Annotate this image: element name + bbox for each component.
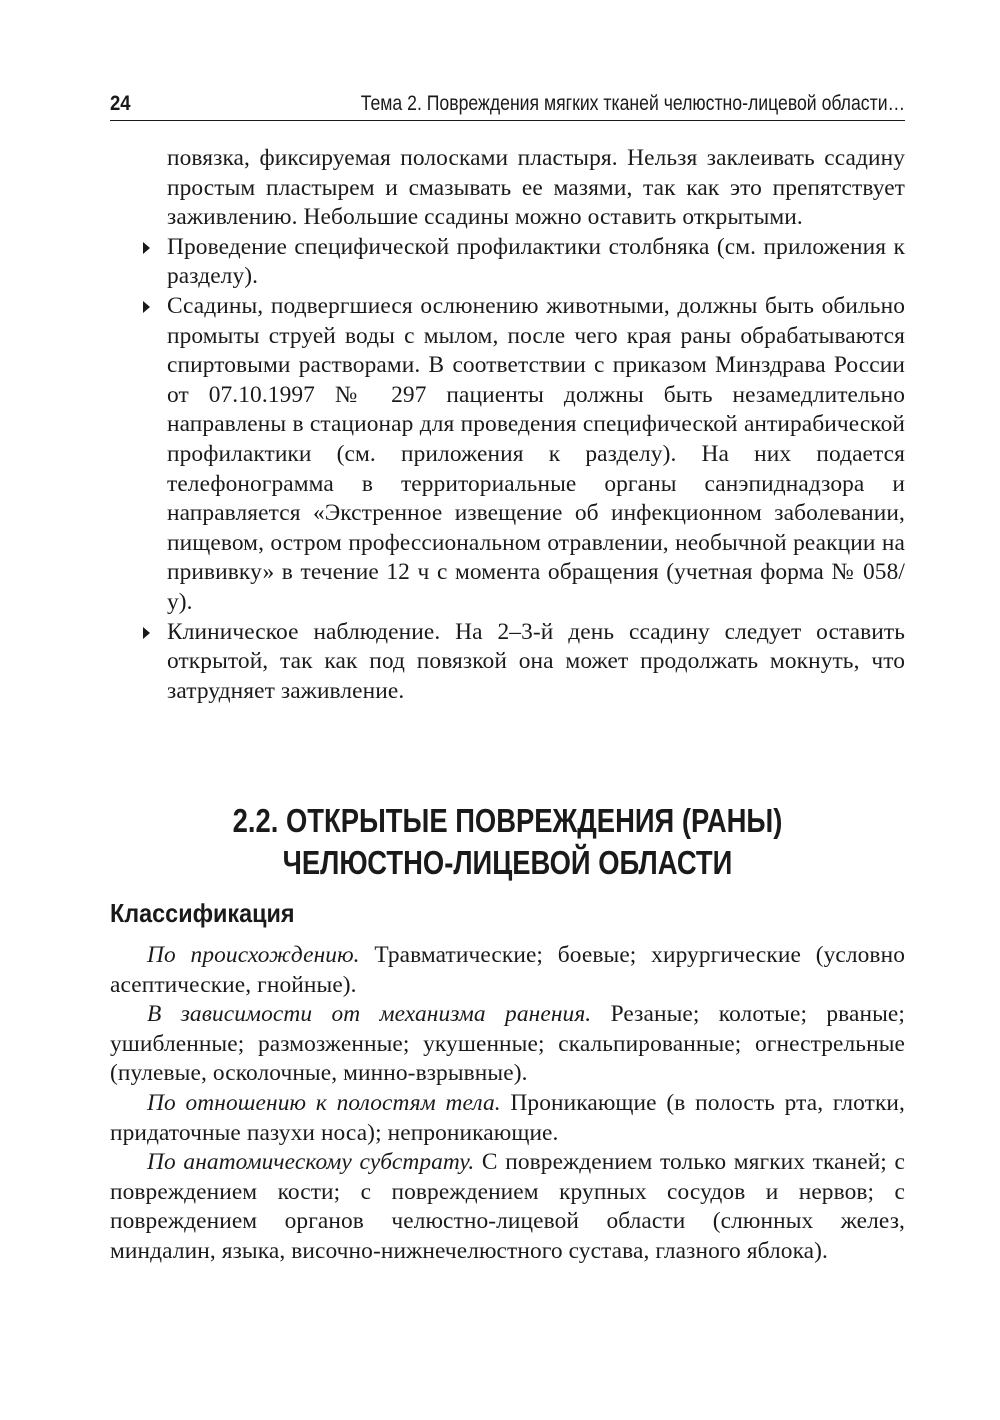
classification-label: По анатомическому субстрату. bbox=[147, 1149, 475, 1176]
list-item-text: Клиническое наблюдение. На 2–3-й день ссадину следует оставить открытой, так как под повязкой она может продолжать мокнуть, что затрудняет заживление. bbox=[167, 618, 905, 704]
classification-label: По происхождению. bbox=[147, 942, 360, 968]
classification-value: Резаные; колотые; рваные; ушибленные; размозженные; укушенные; скальпированные; огнестрельные (пулевые, осколочные, минно-взрывные). bbox=[110, 1001, 905, 1087]
classification-paragraph bbox=[110, 1000, 905, 1089]
triangle-bullet-icon bbox=[143, 301, 150, 313]
section-heading bbox=[110, 800, 905, 884]
list-item bbox=[110, 618, 905, 707]
list-item bbox=[110, 233, 905, 292]
page-number: 24 bbox=[110, 92, 131, 115]
main-text bbox=[110, 144, 905, 706]
continuation-paragraph: повязка, фиксируемая полосками пластыря. Нельзя заклеивать ссадину простым пластырем и смазывать ее мазями, так как это препятствует заживлению. Небольшие ссадины можно оставить открытыми. bbox=[167, 145, 905, 231]
classification-label: В зависимости от механизма ранения. bbox=[147, 1001, 592, 1028]
list-item-text: Проведение специфической профилактики столбняка (см. приложения к разделу). bbox=[167, 233, 905, 290]
list-item bbox=[110, 292, 905, 618]
classification-label: По отношению к полостям тела. bbox=[147, 1089, 501, 1116]
classification-paragraph bbox=[110, 1148, 905, 1266]
section-heading-line-2: ЧЕЛЮСТНО-ЛИЦЕВОЙ ОБЛАСТИ bbox=[282, 844, 733, 881]
classification-value: Травматические; боевые; хирургические (условно асептические, гнойные). bbox=[110, 942, 905, 998]
subheading: Классификация bbox=[110, 898, 295, 928]
classification-text bbox=[110, 941, 905, 1267]
chapter-title: Тема 2. Повреждения мягких тканей челюстно-лицевой области… bbox=[360, 92, 905, 115]
triangle-bullet-icon bbox=[143, 627, 150, 639]
list-item-text: Ссадины, подвергшиеся ослюнению животными, должны быть обильно промыты струей воды с мылом, после чего края раны обрабатываются спиртовыми растворами. В соответствии с приказом Минздрава России от 07.10.1997 № 297 пациенты должны быть незамедлительно направлены в стационар для проведения специфической антирабической профилактики (см. приложения к разделу). На них подается телефонограмма в территориальные органы санэпиднадзора и направляется «Экстренное извещение об инфекционном заболевании, пищевом, остром профессиональном отравлении, необычной реакции на прививку» в течение 12 ч с момента обращения (учетная форма № 058/у). bbox=[167, 292, 905, 615]
classification-value: С повреждением только мягких тканей; с повреждением кости; с повреждением крупных сосудов и нервов; с повреждением органов челюстно-лицевой области (слюнных желез, миндалин, языка, височно-нижнечелюстного сустава, глазного яблока). bbox=[110, 1149, 905, 1264]
classification-paragraph bbox=[110, 1089, 905, 1148]
classification-paragraph bbox=[110, 941, 905, 1000]
classification-value: Проникающие (в полость рта, глотки, придаточные пазухи носа); непроникающие. bbox=[110, 1089, 905, 1146]
running-header bbox=[110, 86, 905, 121]
section-heading-line-1: 2.2. ОТКРЫТЫЕ ПОВРЕЖДЕНИЯ (РАНЫ) bbox=[232, 802, 783, 839]
triangle-bullet-icon bbox=[143, 242, 150, 254]
